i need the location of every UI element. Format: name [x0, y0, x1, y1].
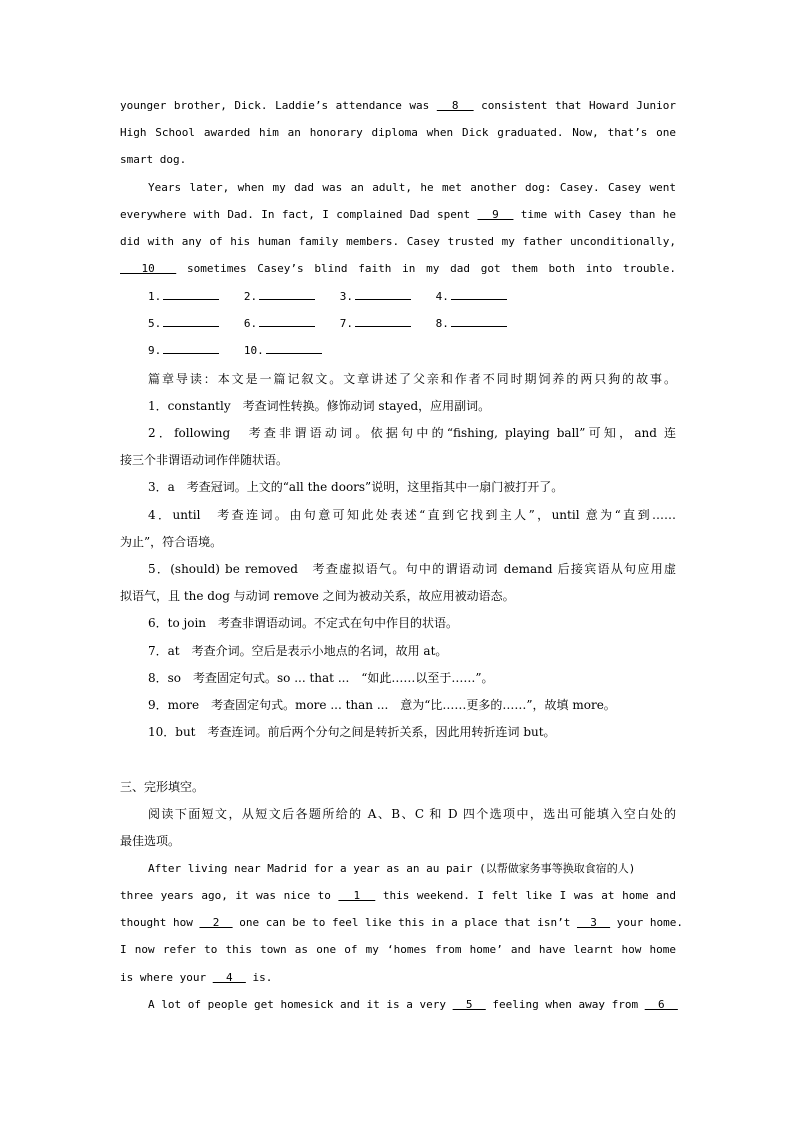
- analysis-item: 5．(should) be removed 考查虚拟语气。句中的谓语动词 demand 后接宾语从句应用虚: [148, 562, 676, 576]
- analysis-item: 2．following 考查非谓语动词。依据句中的“fishing, playing ball”可知，and 连: [148, 426, 676, 440]
- blank-4: 4: [212, 971, 246, 984]
- answer-slot: 8.: [436, 313, 507, 335]
- blank-10: 10: [120, 262, 177, 275]
- answer-slot: 3.: [340, 286, 411, 308]
- answer-row: [148, 286, 676, 308]
- analysis-item: 1．constantly 考查词性转换。修饰动词 stayed，应用副词。: [148, 399, 491, 413]
- analysis-item-cont: 接三个非谓语动词作伴随状语。: [120, 453, 289, 467]
- answer-slot: 10.: [244, 340, 322, 362]
- analysis-item: 9．more 考查固定句式。more ... than ... 意为“比……更多的……”，故填 more。: [148, 698, 616, 712]
- passage-line: younger brother, Dick. Laddie’s attendance was 8 consistent that Howard Junior: [120, 99, 676, 112]
- analysis-intro: 篇章导读：本文是一篇记叙文。文章讲述了父亲和作者不同时期饲养的两只狗的故事。: [148, 372, 676, 386]
- analysis-item: 3．a 考查冠词。上文的“all the doors”说明，这里指其中一扇门被打开了。: [148, 480, 564, 494]
- instructions: 阅读下面短文，从短文后各题所给的 A、B、C 和 D 四个选项中，选出可能填入空白处的: [148, 807, 676, 821]
- analysis-item: 4．until 考查连词。由句意可知此处表述“直到它找到主人”，until 意为“直到……: [148, 508, 676, 522]
- blank-6: 6: [644, 998, 678, 1011]
- analysis-item: 6．to join 考查非谓语动词。不定式在句中作目的状语。: [148, 616, 459, 630]
- analysis-item: 7．at 考查介词。空后是表示小地点的名词，故用 at。: [148, 644, 448, 658]
- passage-line: I now refer to this town as one of my ‘homes from home’ and have learnt how home: [120, 943, 676, 956]
- blank-2: 2: [199, 916, 233, 929]
- answer-row: [148, 313, 676, 335]
- passage-line: smart dog.: [120, 153, 187, 166]
- answer-slot: 5.: [148, 313, 219, 335]
- blank-9: 9: [477, 208, 514, 221]
- answer-slot: 6.: [244, 313, 315, 335]
- passage-line: 10 sometimes Casey’s blind faith in my dad got them both into trouble.: [120, 262, 676, 275]
- section-heading: 三、完形填空。: [120, 780, 205, 794]
- passage-line: is where your 4 is.: [120, 971, 273, 984]
- passage-line: thought how 2 one can be to feel like this in a place that isn’t 3 your home.: [120, 916, 683, 929]
- answer-slot: 9.: [148, 340, 219, 362]
- blank-1: 1: [338, 889, 376, 902]
- passage-line: Years later, when my dad was an adult, he met another dog: Casey. Casey went: [148, 181, 676, 194]
- passage-line: did with any of his human family members. Casey trusted my father unconditionally,: [120, 235, 676, 248]
- analysis-item-cont: 拟语气，且 the dog 与动词 remove 之间为被动关系，故应用被动语态。: [120, 589, 515, 603]
- answer-slot: 1.: [148, 286, 219, 308]
- answer-slot: 2.: [244, 286, 315, 308]
- blank-5: 5: [452, 998, 486, 1011]
- analysis-item: 8．so 考查固定句式。so ... that ... “如此……以至于……”。: [148, 671, 494, 685]
- analysis-item-cont: 为止”，符合语境。: [120, 535, 223, 549]
- analysis-item: 10．but 考查连词。前后两个分句之间是转折关系，因此用转折连词 but。: [148, 725, 556, 739]
- blank-3: 3: [576, 916, 611, 929]
- passage-line: three years ago, it was nice to 1 this weekend. I felt like I was at home and: [120, 889, 676, 902]
- answer-slot: 4.: [436, 286, 507, 308]
- passage-line: everywhere with Dad. In fact, I complained Dad spent 9 time with Casey than he: [120, 208, 676, 221]
- answer-row: [148, 340, 676, 362]
- passage-line: High School awarded him an honorary diploma when Dick graduated. Now, that’s one: [120, 126, 676, 139]
- passage-line: After living near Madrid for a year as an au pair (以帮做家务事等换取食宿的人): [148, 862, 636, 875]
- instructions-cont: 最佳选项。: [120, 834, 181, 848]
- blank-8: 8: [436, 99, 474, 112]
- passage-line: A lot of people get homesick and it is a very 5 feeling when away from 6: [148, 998, 678, 1011]
- answer-slot: 7.: [340, 313, 411, 335]
